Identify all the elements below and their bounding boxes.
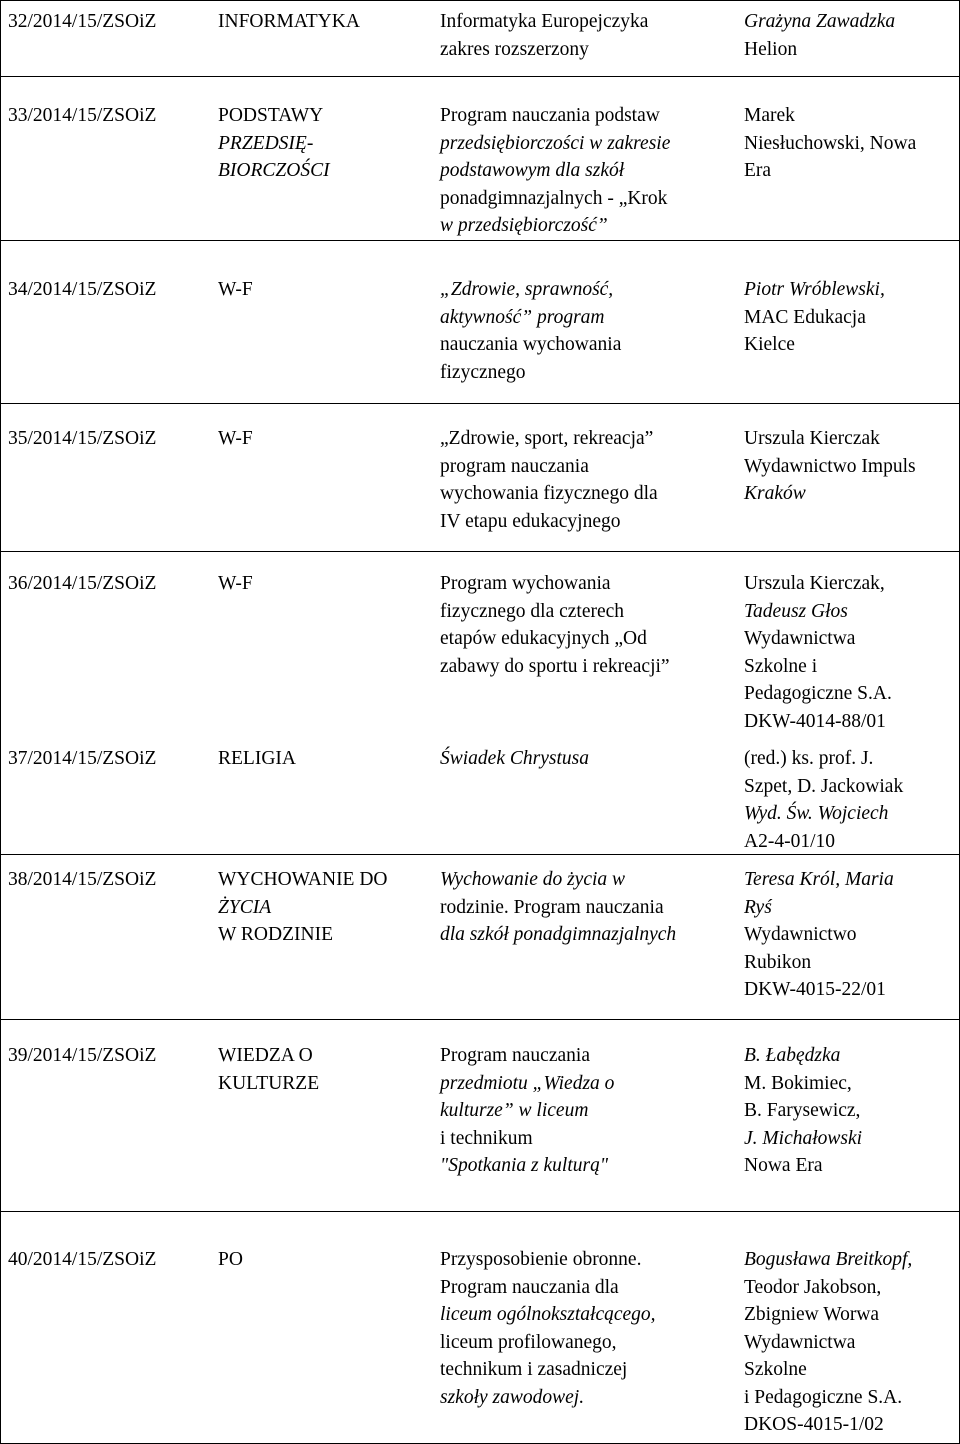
author-line: Niesłuchowski, Nowa: [744, 132, 917, 154]
row-number-text: 37/2014/15/ZSOiZ: [8, 748, 157, 769]
program-line: przedmiotu „Wiedza o: [440, 1072, 615, 1094]
row-number-text: 33/2014/15/ZSOiZ: [8, 105, 157, 126]
row-number: [8, 866, 208, 894]
author-line: Kraków: [744, 483, 806, 504]
program-line: dla szkół ponadgimnazjalnych: [440, 924, 677, 945]
program-line: etapów edukacyjnych „Od: [440, 628, 647, 649]
subject-line: ŻYCIA: [218, 896, 272, 918]
subject-cell: [218, 276, 428, 304]
subject-line: PO: [218, 1249, 243, 1270]
table-rule: [0, 403, 960, 404]
author-line: Helion: [744, 38, 798, 60]
program-line: fizycznego: [440, 361, 526, 383]
program-line: zakres rozszerzony: [440, 38, 589, 60]
program-line: Przysposobienie obronne.: [440, 1249, 642, 1270]
row-number: [8, 425, 208, 453]
program-line: aktywność” program: [440, 306, 605, 328]
table-rule: [0, 0, 1, 1444]
row-number: [8, 8, 208, 36]
subject-line: WYCHOWANIE DO: [218, 869, 388, 890]
author-line: Szkolne: [744, 1359, 807, 1380]
author-line: A2-4-01/10: [744, 830, 835, 852]
table-rule: [0, 551, 960, 552]
subject-line: W RODZINIE: [218, 924, 333, 945]
subject-line: W-F: [218, 573, 253, 594]
author-cell: [744, 8, 956, 63]
program-line: Program nauczania podstaw: [440, 105, 660, 126]
author-line: Urszula Kierczak: [744, 428, 880, 449]
subject-line: W-F: [218, 279, 253, 300]
author-line: DKW-4014-88/01: [744, 710, 886, 732]
subject-line: PODSTAWY: [218, 105, 324, 126]
table-rule: [0, 1019, 960, 1020]
table-rule: [0, 76, 960, 77]
author-cell: [744, 1246, 956, 1439]
subject-cell: [218, 570, 428, 598]
author-line: Nowa Era: [744, 1155, 823, 1176]
author-line: (red.) ks. prof. J.: [744, 748, 874, 769]
program-cell: [440, 745, 736, 773]
author-line: Rubikon: [744, 951, 812, 973]
row-number-text: 34/2014/15/ZSOiZ: [8, 279, 157, 300]
program-cell: [440, 866, 736, 949]
subject-line: INFORMATYKA: [218, 11, 360, 32]
program-line: rodzinie. Program nauczania: [440, 896, 664, 918]
subject-cell: [218, 425, 428, 453]
program-line: liceum ogólnokształcącego,: [440, 1304, 656, 1325]
program-line: IV etapu edukacyjnego: [440, 510, 621, 532]
author-line: Era: [744, 160, 772, 181]
program-line: Informatyka Europejczyka: [440, 11, 649, 32]
author-line: Ryś: [744, 896, 772, 918]
author-cell: [744, 276, 956, 359]
author-cell: [744, 1042, 956, 1180]
subject-cell: [218, 1042, 428, 1097]
row-number: [8, 102, 208, 130]
table-rule: [0, 0, 960, 1]
program-cell: [440, 8, 736, 63]
program-line: wychowania fizycznego dla: [440, 483, 658, 504]
author-line: Szpet, D. Jackowiak: [744, 775, 904, 797]
program-line: „Zdrowie, sport, rekreacja”: [440, 428, 654, 449]
subject-cell: [218, 745, 428, 773]
author-line: Wyd. Św. Wojciech: [744, 803, 889, 824]
program-line: i technikum: [440, 1127, 533, 1149]
author-line: Marek: [744, 105, 795, 126]
author-line: Wydawnictwa: [744, 1331, 856, 1353]
author-line: Wydawnictwo: [744, 924, 857, 945]
row-number: [8, 745, 208, 773]
author-line: Kielce: [744, 334, 795, 355]
program-cell: [440, 570, 736, 680]
author-line: B. Farysewicz,: [744, 1100, 861, 1121]
author-line: Szkolne i: [744, 655, 818, 677]
author-line: i Pedagogiczne S.A.: [744, 1386, 903, 1408]
author-cell: [744, 745, 956, 855]
subject-line: BIORCZOŚCI: [218, 160, 330, 181]
subject-cell: [218, 8, 428, 36]
program-line: Program nauczania dla: [440, 1276, 619, 1298]
program-line: Program nauczania: [440, 1045, 590, 1066]
row-number-text: 40/2014/15/ZSOiZ: [8, 1249, 157, 1270]
program-line: szkoły zawodowej.: [440, 1386, 585, 1408]
program-cell: [440, 102, 736, 240]
program-cell: [440, 425, 736, 535]
subject-line: PRZEDSIĘ-: [218, 132, 314, 154]
program-line: nauczania wychowania: [440, 334, 622, 355]
row-number-text: 35/2014/15/ZSOiZ: [8, 428, 157, 449]
row-number: [8, 276, 208, 304]
program-cell: [440, 276, 736, 386]
author-line: Tadeusz Głos: [744, 600, 848, 622]
row-number: [8, 1042, 208, 1070]
program-line: kulturze” w liceum: [440, 1100, 589, 1121]
program-line: Wychowanie do życia w: [440, 869, 626, 890]
author-line: J. Michałowski: [744, 1127, 863, 1149]
author-line: Teresa Król, Maria: [744, 869, 894, 890]
table-rule: [0, 1211, 960, 1212]
row-number-text: 38/2014/15/ZSOiZ: [8, 869, 157, 890]
author-line: Pedagogiczne S.A.: [744, 683, 892, 704]
author-cell: [744, 570, 956, 735]
subject-line: WIEDZA O: [218, 1045, 313, 1066]
subject-cell: [218, 102, 428, 185]
program-line: w przedsiębiorczość”: [440, 215, 608, 236]
program-line: przedsiębiorczości w zakresie: [440, 132, 671, 154]
program-cell: [440, 1246, 736, 1411]
row-number-text: 32/2014/15/ZSOiZ: [8, 11, 157, 32]
program-line: podstawowym dla szkół: [440, 160, 625, 181]
author-line: DKW-4015-22/01: [744, 979, 886, 1000]
program-line: Świadek Chrystusa: [440, 748, 589, 769]
program-cell: [440, 1042, 736, 1180]
table-rule: [0, 240, 960, 241]
program-line: zabawy do sportu i rekreacji”: [440, 655, 670, 677]
subject-line: RELIGIA: [218, 748, 296, 769]
author-cell: [744, 425, 956, 508]
row-number-text: 36/2014/15/ZSOiZ: [8, 573, 157, 594]
author-line: Grażyna Zawadzka: [744, 11, 896, 32]
author-line: Wydawnictwa: [744, 628, 856, 649]
author-line: Zbigniew Worwa: [744, 1304, 880, 1325]
subject-line: W-F: [218, 428, 253, 449]
program-line: technikum i zasadniczej: [440, 1359, 628, 1380]
program-line: fizycznego dla czterech: [440, 600, 625, 622]
author-line: Teodor Jakobson,: [744, 1276, 882, 1298]
program-line: ponadgimnazjalnych - „Krok: [440, 187, 668, 209]
program-line: program nauczania: [440, 455, 589, 477]
program-line: liceum profilowanego,: [440, 1331, 617, 1353]
author-line: Piotr Wróblewski,: [744, 279, 885, 300]
author-line: M. Bokimiec,: [744, 1072, 852, 1094]
row-number-text: 39/2014/15/ZSOiZ: [8, 1045, 157, 1066]
author-cell: [744, 866, 956, 1004]
row-number: [8, 570, 208, 598]
subject-line: KULTURZE: [218, 1072, 320, 1094]
subject-cell: [218, 866, 428, 949]
author-line: MAC Edukacja: [744, 306, 866, 328]
author-cell: [744, 102, 956, 185]
program-line: „Zdrowie, sprawność,: [440, 279, 614, 300]
author-line: Urszula Kierczak,: [744, 573, 885, 594]
program-line: "Spotkania z kulturą": [440, 1155, 609, 1176]
author-line: B. Łabędzka: [744, 1045, 841, 1066]
author-line: Wydawnictwo Impuls: [744, 455, 916, 477]
subject-cell: [218, 1246, 428, 1274]
row-number: [8, 1246, 208, 1274]
author-line: DKOS-4015-1/02: [744, 1414, 884, 1435]
program-line: Program wychowania: [440, 573, 611, 594]
author-line: Bogusława Breitkopf,: [744, 1249, 913, 1270]
